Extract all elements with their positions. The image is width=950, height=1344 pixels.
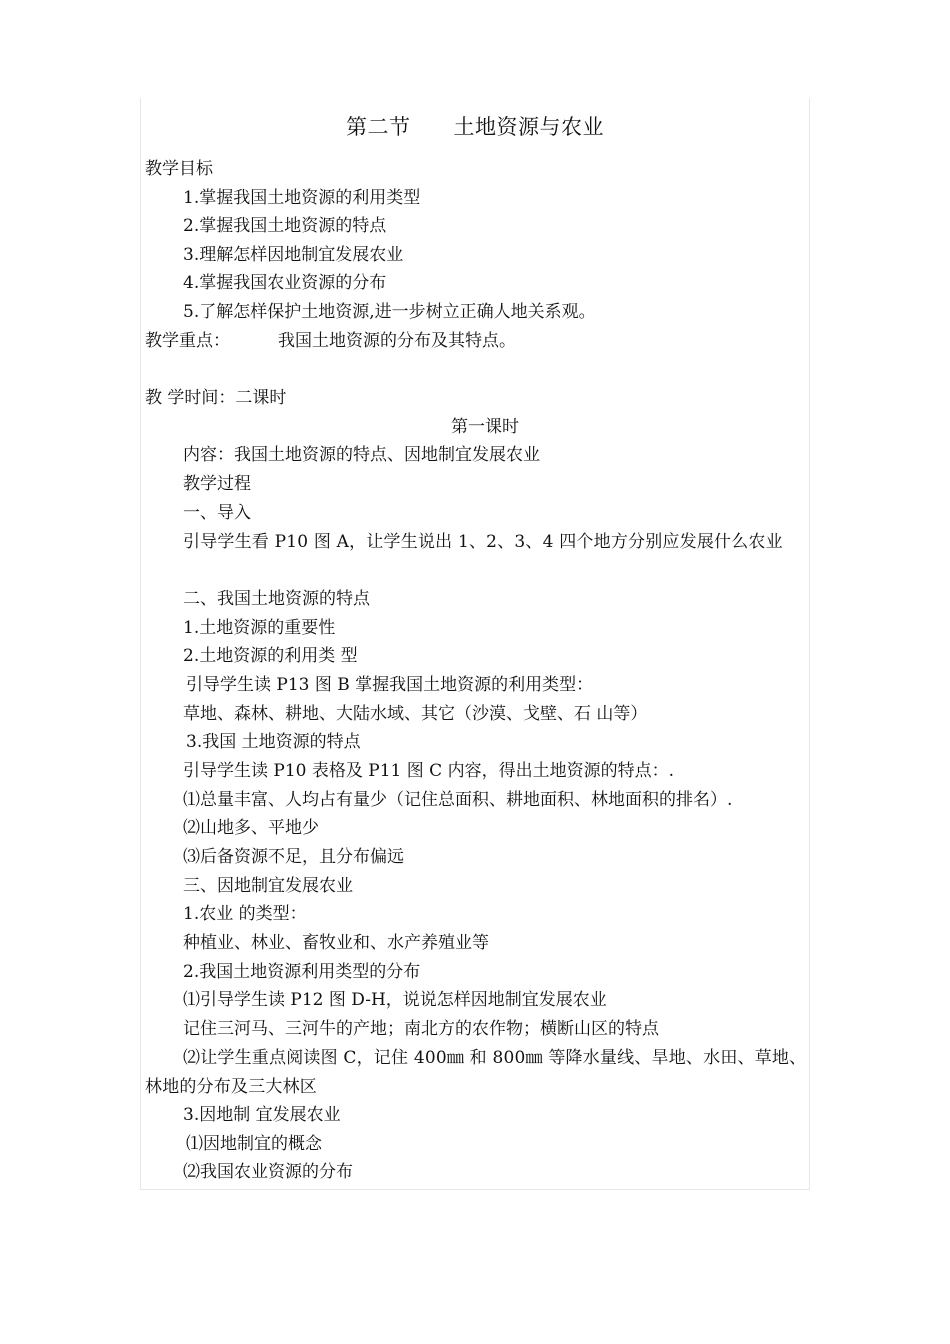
land-feature-3: ⑶后备资源不足，且分布偏远 bbox=[183, 847, 404, 867]
section-land-features-heading: 二、我国土地资源的特点 bbox=[183, 589, 370, 609]
land-feature-1: ⑴总量丰富、人均占有量少（记住总面积、耕地面积、林地面积的排名）. bbox=[183, 790, 733, 810]
agri-sub-concept: ⑴因地制宜的概念 bbox=[186, 1134, 322, 1154]
goal-item-1: 1.掌握我国土地资源的利用类型 bbox=[183, 188, 421, 208]
land-item-importance: 1.土地资源的重要性 bbox=[183, 618, 336, 638]
page-title: 第二节 土地资源与农业 bbox=[346, 115, 604, 139]
goal-item-4: 4.掌握我国农业资源的分布 bbox=[183, 273, 387, 293]
agri-guide-p12: ⑴引导学生读 P12 图 D-H，说说怎样因地制宜发展农业 bbox=[183, 990, 607, 1010]
key-point-text: 我国土地资源的分布及其特点。 bbox=[278, 331, 516, 351]
agri-item-distribution: 2.我国土地资源利用类型的分布 bbox=[183, 962, 421, 982]
agri-item-types: 1.农业 的类型： bbox=[183, 904, 307, 924]
agri-sub-resources: ⑵我国农业资源的分布 bbox=[183, 1162, 353, 1182]
key-point-label: 教学重点： bbox=[145, 331, 230, 351]
agri-memory-note: 记住三河马、三河牛的产地；南北方的农作物；横断山区的特点 bbox=[183, 1019, 659, 1039]
land-item-features: 3.我国 土地资源的特点 bbox=[186, 732, 361, 752]
process-heading: 教学过程 bbox=[183, 474, 251, 494]
agri-item-local-conditions: 3.因地制 宜发展农业 bbox=[183, 1105, 341, 1125]
teaching-time: 教 学时间：二课时 bbox=[145, 388, 287, 408]
land-guide-p13: 引导学生读 P13 图 B 掌握我国土地资源的利用类型： bbox=[186, 675, 594, 695]
content-line: 内容：我国土地资源的特点、因地制宜发展农业 bbox=[183, 445, 540, 465]
goals-heading: 教学目标 bbox=[145, 159, 213, 179]
goal-item-2: 2.掌握我国土地资源的特点 bbox=[183, 216, 387, 236]
goal-item-3: 3.理解怎样因地制宜发展农业 bbox=[183, 245, 404, 265]
intro-paragraph: 引导学生看 P10 图 A，让学生说出 1、2、3、4 四个地方分别应发展什么农业 bbox=[183, 532, 783, 552]
goal-item-5: 5.了解怎样保护土地资源,进一步树立正确人地关系观。 bbox=[183, 302, 596, 322]
land-item-use-types: 2.土地资源的利用类 型 bbox=[183, 646, 358, 666]
land-types-list: 草地、森林、耕地、大陆水域、其它（沙漠、戈壁、石 山等） bbox=[183, 704, 648, 724]
section-intro-heading: 一、导入 bbox=[183, 503, 251, 523]
agri-types-list: 种植业、林业、畜牧业和、水产养殖业等 bbox=[183, 933, 489, 953]
section-agriculture-heading: 三、因地制宜发展农业 bbox=[183, 876, 353, 896]
agri-rainfall-paragraph: ⑵让学生重点阅读图 C，记住 400㎜ 和 800㎜ 等降水量线、旱地、水田、草地、林地的分布及三大林区 bbox=[145, 1048, 807, 1097]
land-feature-2: ⑵山地多、平地少 bbox=[183, 818, 319, 838]
lesson-heading: 第一课时 bbox=[451, 417, 519, 437]
land-guide-p10: 引导学生读 P10 表格及 P11 图 C 内容，得出土地资源的特点：. bbox=[183, 761, 674, 781]
